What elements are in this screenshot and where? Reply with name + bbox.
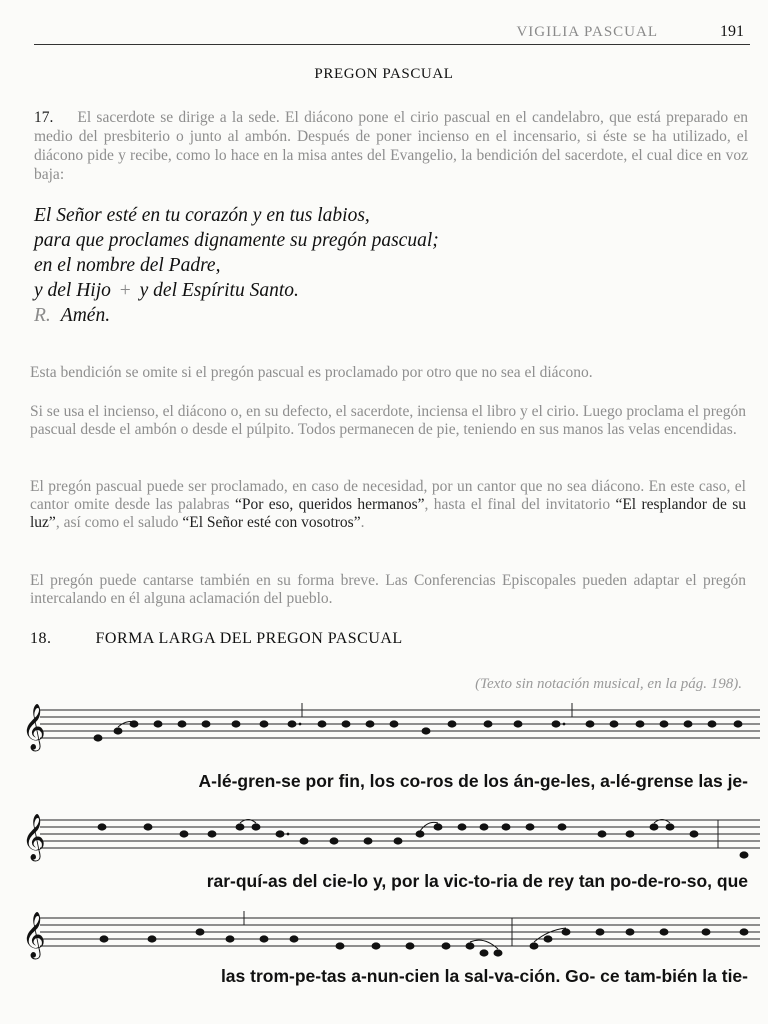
section-title: VIGILIA PASCUAL	[516, 24, 658, 40]
music-staff	[0, 696, 768, 756]
section-18-heading	[30, 630, 403, 648]
blessing-line-part: y del Hijo	[34, 280, 111, 301]
blessing-line: El Señor esté en tu corazón y en tus labios,	[34, 205, 370, 226]
quoted-phrase: “Por eso, queridos hermanos”	[234, 496, 425, 513]
treble-clef-icon: 𝄞	[22, 814, 46, 860]
rubric-17	[34, 108, 748, 184]
paragraph-text: , hasta el final del invitatorio	[424, 496, 611, 513]
rubric-text: El sacerdote se dirige a la sede. El diácono pone el cirio pascual en el candelabro, que está preparado en medio del presbiterio o junto al ambón. Después de poner incienso en el incensario, si éste se ha utilizado, el diácono pide y recibe, como lo hace en la misa antes del Evangelio, la bendición del sacerdote, el cual dice en voz baja:	[34, 109, 748, 183]
music-staff	[0, 810, 768, 870]
blessing-line: en el nombre del Padre,	[34, 255, 221, 276]
cross-icon: +	[119, 280, 131, 301]
paragraph-short-form: El pregón puede cantarse también en su forma breve. Las Conferencias Episcopales pueden adaptar el pregón intercalando en él alguna aclamación del pueblo.	[30, 572, 746, 607]
section-title: FORMA LARGA DEL PREGON PASCUAL	[95, 630, 403, 647]
treble-clef-icon: 𝄞	[22, 704, 46, 750]
response-line	[34, 303, 748, 328]
paragraph-blessing-omitted: Esta bendición se omite si el pregón pascual es proclamado por otro que no sea el diácono.	[30, 364, 593, 381]
blessing-text	[34, 203, 748, 328]
paragraph-cantor	[30, 478, 746, 532]
quoted-phrase: “El Señor esté con vosotros”	[182, 514, 361, 531]
blessing-line: para que proclames dignamente su pregón pascual;	[34, 230, 439, 251]
response-text: Amén.	[60, 305, 111, 326]
blessing-line-part: y del Espíritu Santo.	[139, 280, 299, 301]
treble-clef-icon: 𝄞	[22, 912, 46, 958]
rubric-number: 17.	[34, 109, 54, 126]
quoted-phrase: “El resplandor de su luz”	[30, 496, 746, 531]
page-number: 191	[720, 23, 744, 40]
lyrics-line: las trom-pe-tas a-nun-cien la sal-va-ción. Go- ce tam-bién la tie-	[220, 966, 748, 986]
running-header	[34, 22, 750, 45]
paragraph-text: El pregón pascual puede ser proclamado, en caso de necesidad, por un cantor que no sea diácono. En este caso, el cantor omite desde las palabras	[30, 478, 746, 513]
notation-note: (Texto sin notación musical, en la pág. 198).	[475, 676, 742, 692]
paragraph-text: , así como el saludo	[55, 514, 179, 531]
page-title: PREGON PASCUAL	[314, 66, 454, 82]
blessing-line	[34, 278, 748, 303]
music-staff	[0, 906, 768, 966]
lyrics-line: A-lé-gren-se por fin, los co-ros de los án-ge-les, a-lé-grense las je-	[198, 771, 748, 791]
paragraph-incense: Si se usa el incienso, el diácono o, en su defecto, el sacerdote, inciensa el libro y el cirio. Luego proclama el pregón pascual desde el ambón o desde el púlpito. Todos permanecen de pie, teniendo en sus manos las velas encendidas.	[30, 403, 746, 438]
lyrics-line: rar-quí-as del cie-lo y, por la vic-to-ria de rey tan po-de-ro-so, que	[206, 871, 748, 891]
section-number: 18.	[30, 630, 52, 647]
paragraph-text: .	[360, 514, 365, 531]
response-mark: R.	[34, 305, 51, 326]
